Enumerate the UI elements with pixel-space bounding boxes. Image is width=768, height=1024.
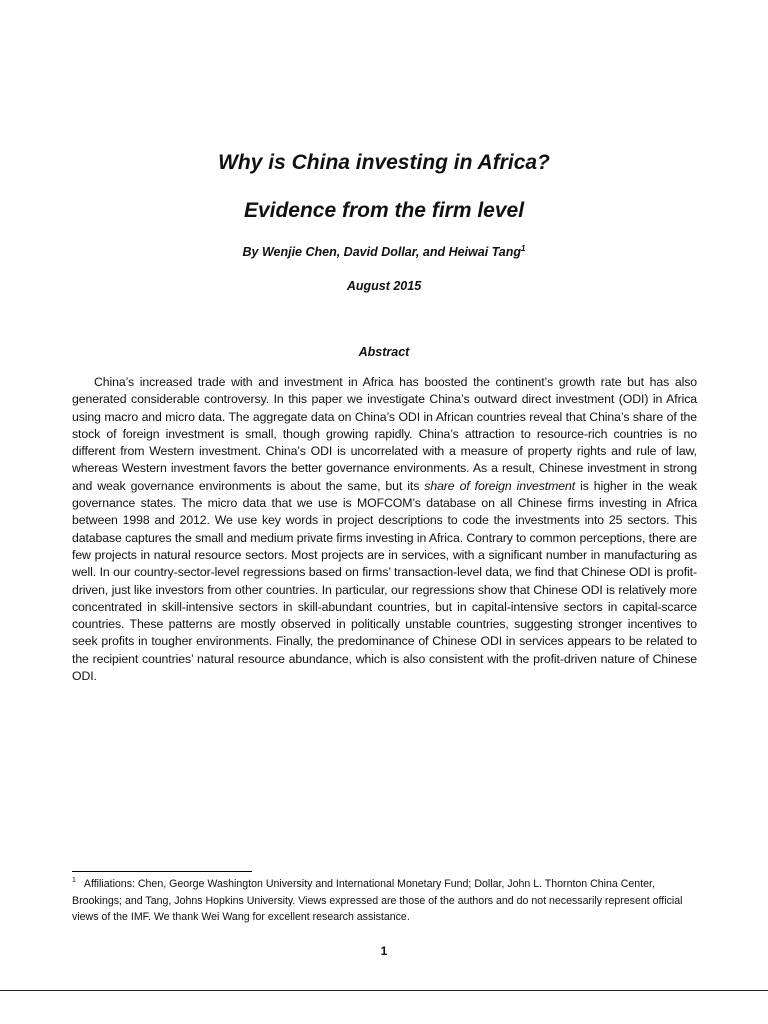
- author-names: By Wenjie Chen, David Dollar, and Heiwai Tang: [242, 245, 522, 259]
- abstract-emphasis: share of foreign investment: [424, 478, 576, 493]
- footnote-text: Affiliations: Chen, George Washington University and International Monetary Fund; Dollar, John L. Thornton China Center, Brookings; and Tang, Johns Hopkins University. Views expressed are those of the authors and do not necessarily represent official views of the IMF. We thank Wei Wang for excellent research assistance.: [72, 878, 683, 923]
- publication-date: August 2015: [346, 279, 422, 293]
- abstract-heading: Abstract: [358, 345, 410, 359]
- page-bottom-border: [0, 990, 768, 991]
- footnote-mark: 1: [72, 877, 76, 885]
- abstract-text-part-1: China’s increased trade with and investment in Africa has boosted the continent’s growth rate but has also generated considerable controversy. In this paper we investigate China’s outward direct investment (ODI) in Africa using macro and micro data. The aggregate data on China’s ODI in African countries reveal that China’s share of the stock of foreign investment is small, though growing rapidly. China’s attraction to resource-rich countries is no different from Western investment. China’s ODI is uncorrelated with a measure of property rights and rule of law, whereas Western investment favors the better governance environments. As a result, Chinese investment in strong and weak governance environments is about the same, but its: [72, 375, 697, 493]
- footnote-divider: [72, 871, 252, 872]
- paper-title-line-1: Why is China investing in Africa?: [218, 151, 550, 174]
- abstract-text-part-2: is higher in the weak governance states. The micro data that we use is MOFCOM’s database on all Chinese firms investing in Africa between 1998 and 2012. We use key words in project descriptions to code the investments into 25 sectors. This database captures the small and medium private firms investing in Africa. Contrary to common perceptions, there are few projects in natural resource sectors. Most projects are in services, with a significant number in manufacturing as well. In our country-sector-level regressions based on firms’ transaction-level data, we find that Chinese ODI is profit-driven, just like investors from other countries. In particular, our regressions show that Chinese ODI is relatively more concentrated in skill-intensive sectors in skill-abundant countries, but in capital-intensive sectors in capital-scarce countries. These patterns are mostly observed in politically unstable countries, suggesting stronger incentives to seek profits in tougher environments. Finally, the predominance of Chinese ODI in services appears to be related to the recipient countries’ natural resource abundance, which is also consistent with the profit-driven nature of Chinese ODI.: [72, 478, 697, 684]
- abstract-text: [72, 374, 697, 685]
- author-line: [0, 243, 768, 261]
- author-footnote-mark: 1: [521, 243, 526, 253]
- page-number: 1: [380, 944, 388, 958]
- paper-title-line-2: Evidence from the firm level: [243, 199, 525, 222]
- footnote: [72, 876, 697, 926]
